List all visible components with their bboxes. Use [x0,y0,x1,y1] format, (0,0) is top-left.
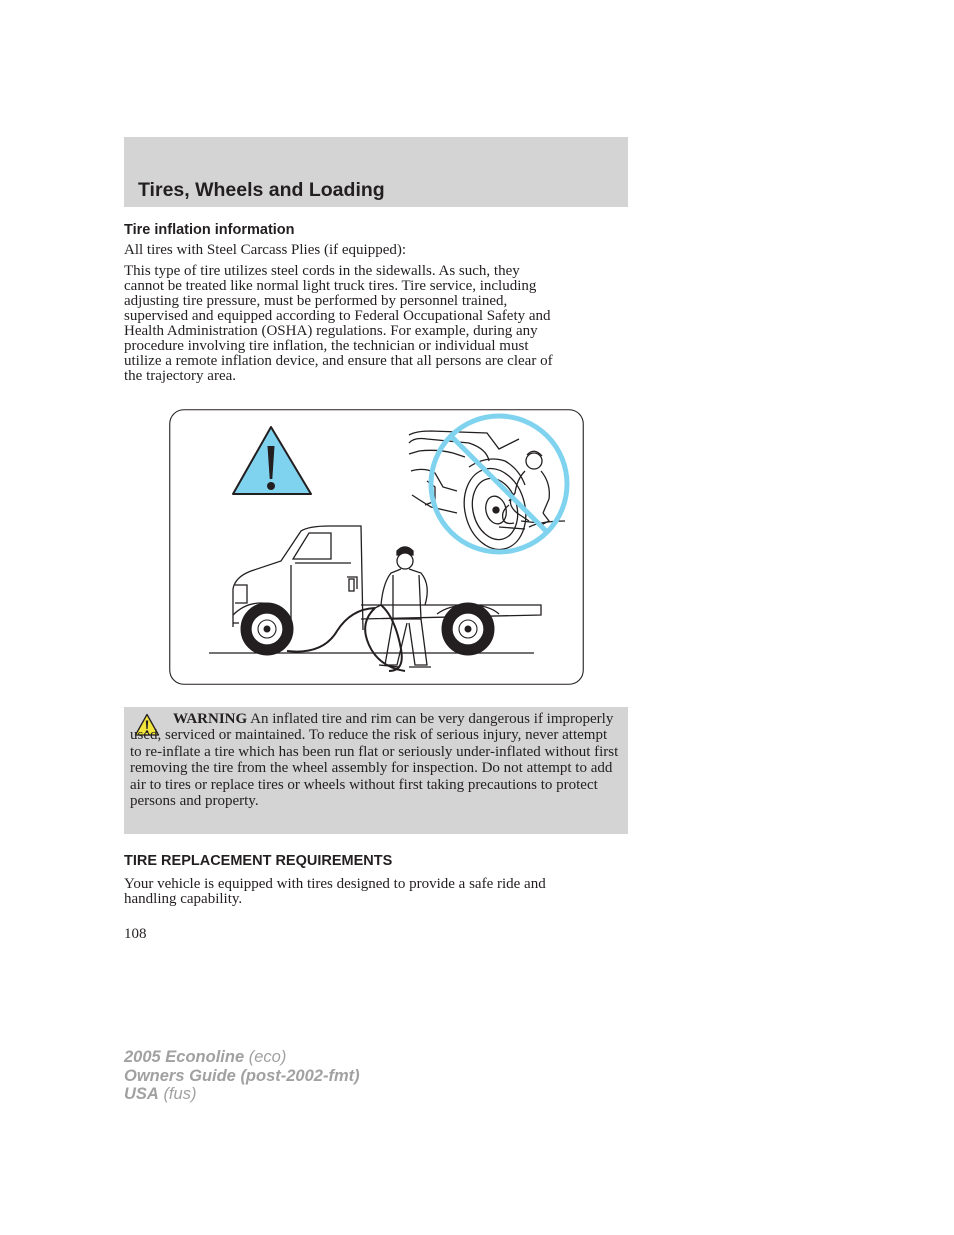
requirements-paragraph [124,877,628,907]
paragraph-line: supervised and equipped according to Federal Occupational Safety and [124,308,551,324]
steel-carcass-paragraph [124,264,628,384]
requirements-title: TIRE REPLACEMENT REQUIREMENTS [124,853,393,869]
intro-paragraph: All tires with Steel Carcass Plies (if equipped): [124,242,407,258]
warning-callout [124,707,628,834]
truck-front-wheel [241,603,293,655]
paragraph-line: This type of tire utilizes steel cords in the sidewalls. As such, they [124,263,520,279]
footer-market-code: (fus) [163,1085,197,1103]
footer-market: USA [124,1085,159,1103]
paragraph-line: adjusting tire pressure, must be performed by personnel trained, [124,293,508,309]
warning-label: WARNING [173,711,248,727]
paragraph-line: Health Administration (OSHA) regulations. For example, during any [124,323,538,339]
document-footer [124,1048,360,1104]
paragraph-line: handling capability. [124,891,243,907]
paragraph-line: utilize a remote inflation device, and ensure that all persons are clear of [124,353,553,369]
footer-line-guide [124,1067,360,1086]
footer-model: 2005 Econoline [124,1048,245,1066]
section-title: Tires, Wheels and Loading [138,179,385,201]
footer-line-model [124,1048,360,1067]
page-number: 108 [124,926,147,942]
tire-inflation-illustration [169,409,584,685]
warning-text [130,711,622,809]
paragraph-line: cannot be treated like normal light truck tires. Tire service, including [124,278,537,294]
footer-guide: Owners Guide (post-2002-fmt) [124,1066,360,1085]
subsection-title: Tire inflation information [124,222,295,238]
truck-rear-wheel [442,603,494,655]
warning-body: An inflated tire and rim can be very dangerous if improperly used, serviced or maintained. To reduce the risk of serious injury, never attempt to re-inflate a tire which has been run flat or seriously under-inflated without first removing the tire from the wheel assembly for inspection. Do not attempt to add air to tires or replace tires or wheels without first taking precautions to protect persons and property. [130,711,619,810]
paragraph-line: the trajectory area. [124,368,237,384]
paragraph-line: procedure involving tire inflation, the technician or individual must [124,338,529,354]
footer-line-market [124,1085,360,1104]
paragraph-line: Your vehicle is equipped with tires designed to provide a safe ride and [124,876,546,892]
footer-model-code: (eco) [248,1048,287,1066]
